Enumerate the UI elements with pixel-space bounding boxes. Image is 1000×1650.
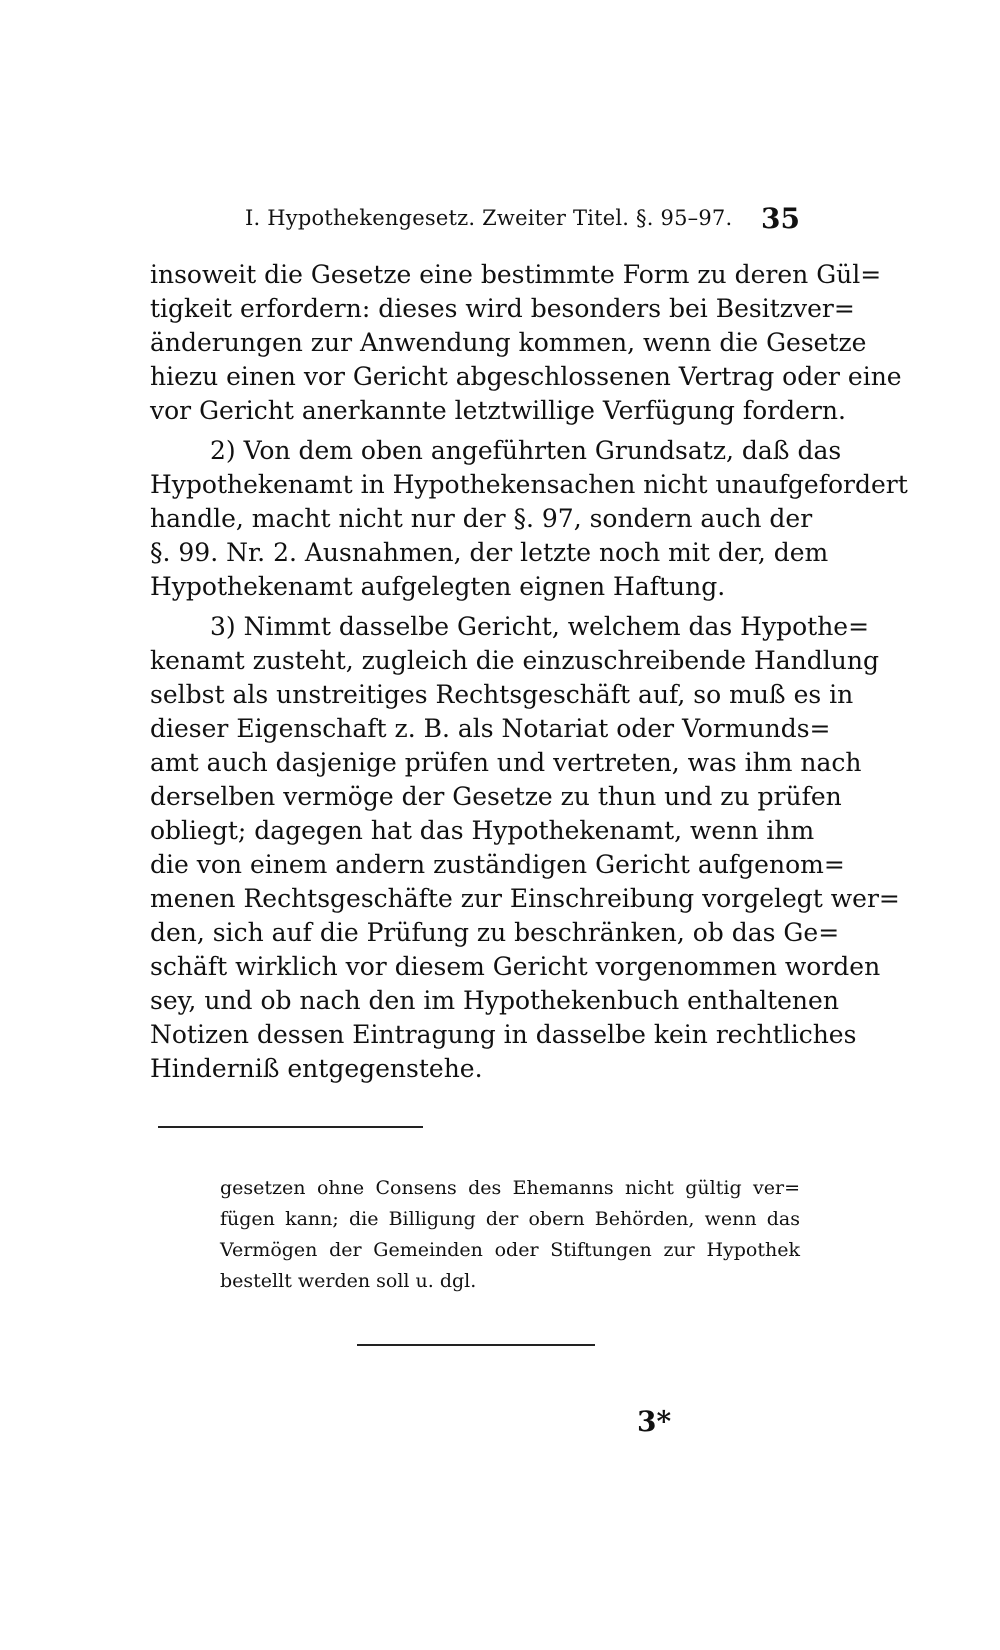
footnote-line: Vermögen der Gemeinden oder Stiftungen zur Hypothek [220,1239,800,1261]
text-line: dieser Eigenschaft z. B. als Notariat oder Vormunds= [150,714,831,743]
footnote-line: gesetzen ohne Consens des Ehemanns nicht gültig ver= [220,1177,800,1199]
text-line: selbst als unstreitiges Rechtsgeschäft auf, so muß es in [150,680,854,709]
text-line: kenamt zusteht, zugleich die einzuschreibende Handlung [150,646,879,675]
footnote-separator [158,1126,423,1128]
text-line: Hinderniß entgegenstehe. [150,1054,483,1083]
text-line: hiezu einen vor Gericht abgeschlossenen Vertrag oder eine [150,362,902,391]
text-line: änderungen zur Anwendung kommen, wenn die Gesetze [150,328,867,357]
running-title: I. Hypothekengesetz. Zweiter Titel. §. 95–97. [245,206,733,230]
text-line: sey, und ob nach den im Hypothekenbuch enthaltenen [150,986,839,1015]
text-line: handle, macht nicht nur der §. 97, sondern auch der [150,504,813,533]
text-line: die von einem andern zuständigen Gericht aufgenom= [150,850,845,879]
text-line: schäft wirklich vor diesem Gericht vorgenommen worden [150,952,881,981]
page-header [245,202,800,246]
text-line: vor Gericht anerkannte letztwillige Verfügung fordern. [150,396,846,425]
text-line: derselben vermöge der Gesetze zu thun und zu prüfen [150,782,842,811]
text-line: §. 99. Nr. 2. Ausnahmen, der letzte noch mit der, dem [150,538,829,567]
footnote-line: fügen kann; die Billigung der obern Behörden, wenn das [220,1208,800,1230]
paragraph-2-start: 2) Von dem oben angeführten Grundsatz, daß das [210,436,842,465]
text-line: obliegt; dagegen hat das Hypothekenamt, wenn ihm [150,816,815,845]
text-line: Notizen dessen Eintragung in dasselbe kein rechtliches [150,1020,857,1049]
text-line: den, sich auf die Prüfung zu beschränken, ob das Ge= [150,918,840,947]
text-line: menen Rechtsgeschäfte zur Einschreibung vorgelegt wer= [150,884,900,913]
text-line: Hypothekenamt aufgelegten eignen Haftung. [150,572,726,601]
signature-mark: 3* [637,1405,672,1438]
text-line: tigkeit erfordern: dieses wird besonders bei Besitzver= [150,294,855,323]
paragraph-3-start: 3) Nimmt dasselbe Gericht, welchem das Hypothe= [210,612,870,641]
text-line: amt auch dasjenige prüfen und vertreten, was ihm nach [150,748,862,777]
text-line: insoweit die Gesetze eine bestimmte Form zu deren Gül= [150,260,882,289]
page-number: 35 [761,202,800,235]
text-line: Hypothekenamt in Hypothekensachen nicht unaufgefordert [150,470,908,499]
footnote-line: bestellt werden soll u. dgl. [220,1270,477,1292]
section-end-rule [357,1344,595,1346]
